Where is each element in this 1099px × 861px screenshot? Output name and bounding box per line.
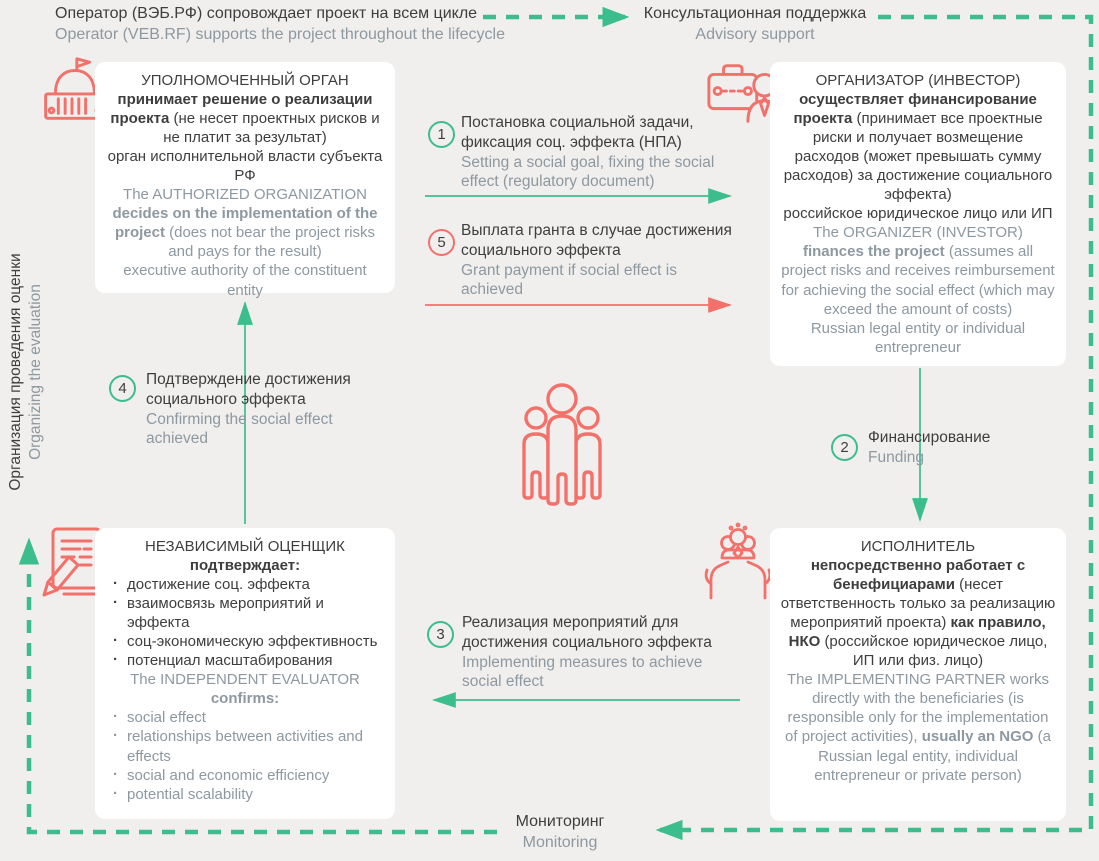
step2-label (868, 428, 1058, 468)
implementer-ru-bold2: как правило, НКО (788, 614, 1046, 651)
authorized-text-en (105, 204, 385, 261)
evaluator-bullet-en: · social effect (105, 708, 385, 727)
evaluator-bullet-en: · social and economic efficiency (105, 766, 385, 785)
implementer-title: ИСПОЛНИТЕЛЬ (860, 538, 976, 555)
advisory-label-ru: Консультационная поддержка (643, 5, 867, 22)
advisory-support-label (630, 3, 880, 45)
evaluator-bullet-en: · relationships between activities and effects (105, 727, 385, 765)
organizer-en-bold: finances the project (802, 243, 949, 261)
evaluator-bullets-ru (105, 575, 385, 670)
organizer-text-en (780, 242, 1056, 318)
step1-text-ru: Постановка социальной задачи, фиксация соц. эффекта (НПА) (461, 114, 694, 151)
organizer-title-en: The ORGANIZER (INVESTOR) (813, 224, 1023, 242)
authorized-en-bold: decides on the implementation of the project (112, 205, 378, 242)
evaluator-bullet-en: · potential scalability (105, 785, 385, 804)
step4-label (146, 370, 386, 449)
authorized-organization-box (95, 62, 395, 299)
evaluator-title-en: The INDEPENDENT EVALUATOR (130, 671, 360, 689)
organizer-investor-box (770, 62, 1066, 366)
step1-text-en: Setting a social goal, fixing the social effect (regulatory document) (461, 153, 715, 191)
organizer-sub-ru: российское юридическое лицо или ИП (783, 205, 1053, 223)
monitoring-en: Monitoring (522, 833, 598, 851)
operator-title-ru: Оператор (ВЭБ.РФ) сопровождает проект на всем цикле (55, 5, 478, 22)
side-label-en: Organizing the evaluation (27, 284, 45, 460)
step4-text-ru: Подтверждение достижения социального эффекта (146, 371, 351, 408)
step3-label (462, 613, 742, 692)
step5-number-circle: 5 (428, 229, 455, 256)
step3-text-en: Implementing measures to achieve social effect (462, 653, 703, 691)
authorized-sub-en: executive authority of the constituent entity (123, 262, 367, 299)
evaluator-bullet-ru: · взаимосвязь мероприятий и эффекта (105, 594, 385, 632)
organizer-ru-rest: (принимает все проектные риски и получает возмещение расходов (может превышать сумму расходов) за достижение социального эффекта) (783, 110, 1053, 204)
authorized-title-en: The AUTHORIZED ORGANIZATION (123, 186, 367, 204)
implementer-ru-rest2: (российское юридическое лицо, ИП или физ. лицо) (824, 633, 1048, 670)
organizer-title: ОРГАНИЗАТОР (ИНВЕСТОР) (815, 72, 1021, 89)
step2-text-ru: Финансирование (868, 429, 991, 446)
step3-number-circle: 3 (427, 621, 454, 648)
organizer-sub-en: Russian legal entity or individual entrepreneur (810, 319, 1026, 356)
monitoring-label (470, 812, 650, 854)
advisory-label-en: Advisory support (695, 26, 815, 44)
step4-number-circle: 4 (109, 375, 136, 402)
step1-number-circle: 1 (428, 121, 455, 148)
implementer-en-bold: usually an NGO (921, 728, 1038, 746)
step5-text-ru: Выплата гранта в случае достижения социального эффекта (461, 222, 732, 259)
evaluator-bullet-ru: · соц-экономическую эффективность (105, 632, 385, 651)
step5-label (461, 221, 739, 300)
authorized-ru-bold: принимает решение о реализации проекта (110, 91, 373, 128)
implementer-box (770, 528, 1066, 821)
people-group-icon (514, 382, 610, 508)
organizing-evaluation-label (6, 212, 46, 532)
step2-text-en: Funding (868, 448, 925, 466)
implementer-en-rest: (a Russian legal entity, individual entrepreneur or private person) (814, 728, 1051, 784)
evaluator-title: НЕЗАВИСИМЫЙ ОЦЕНЩИК (145, 538, 345, 555)
implementer-ru-rest: (несет ответственность только за реализацию мероприятий проекта) (780, 576, 1056, 632)
step2-number-circle: 2 (831, 434, 858, 461)
implementer-text-en (780, 670, 1056, 784)
authorized-sub-ru: орган исполнительной власти субъекта РФ (107, 148, 383, 185)
authorized-en-rest: (does not bear the project risks and pays for the result) (168, 224, 376, 261)
evaluator-bullet-ru: · достижение соц. эффекта (105, 575, 385, 594)
monitoring-ru: Мониторинг (515, 813, 605, 830)
implementer-ru-bold: непосредственно работает с бенефициарами (810, 557, 1026, 594)
step3-text-ru: Реализация мероприятий для достижения социального эффекта (462, 614, 712, 651)
organizer-en-rest: (assumes all project risks and receives reimbursement for achieving the social effect (which may exceed the amount of costs) (781, 243, 1055, 318)
step1-label (461, 113, 739, 192)
evaluator-bullets-en (105, 708, 385, 803)
operator-header (55, 3, 505, 45)
implementer-en-lead: The IMPLEMENTING PARTNER works directly with the beneficiaries (is responsible only for the implementation of project activities), (785, 671, 1049, 746)
authorized-text-ru (105, 90, 385, 147)
organizer-ru-bold: осуществляет финансирование проекта (793, 91, 1037, 128)
organizer-text-ru (780, 90, 1056, 204)
evaluator-subtitle: подтверждает: (189, 557, 301, 575)
implementer-text-ru (780, 556, 1056, 670)
evaluator-subtitle-en: confirms: (210, 690, 280, 708)
step5-text-en: Grant payment if social effect is achieved (461, 261, 677, 299)
independent-evaluator-box (95, 528, 395, 819)
beneficiaries-hands-icon (698, 522, 778, 602)
operator-title-en: Operator (VEB.RF) supports the project throughout the lifecycle (55, 26, 505, 44)
step4-text-en: Confirming the social effect achieved (146, 410, 333, 448)
side-label-ru: Организация проведения оценки (7, 253, 24, 491)
authorized-title: УПОЛНОМОЧЕННЫЙ ОРГАН (141, 72, 349, 89)
evaluator-bullet-ru: · потенциал масштабирования (105, 651, 385, 670)
authorized-ru-rest: (не несет проектных рисков и не платит за результат) (163, 110, 380, 147)
